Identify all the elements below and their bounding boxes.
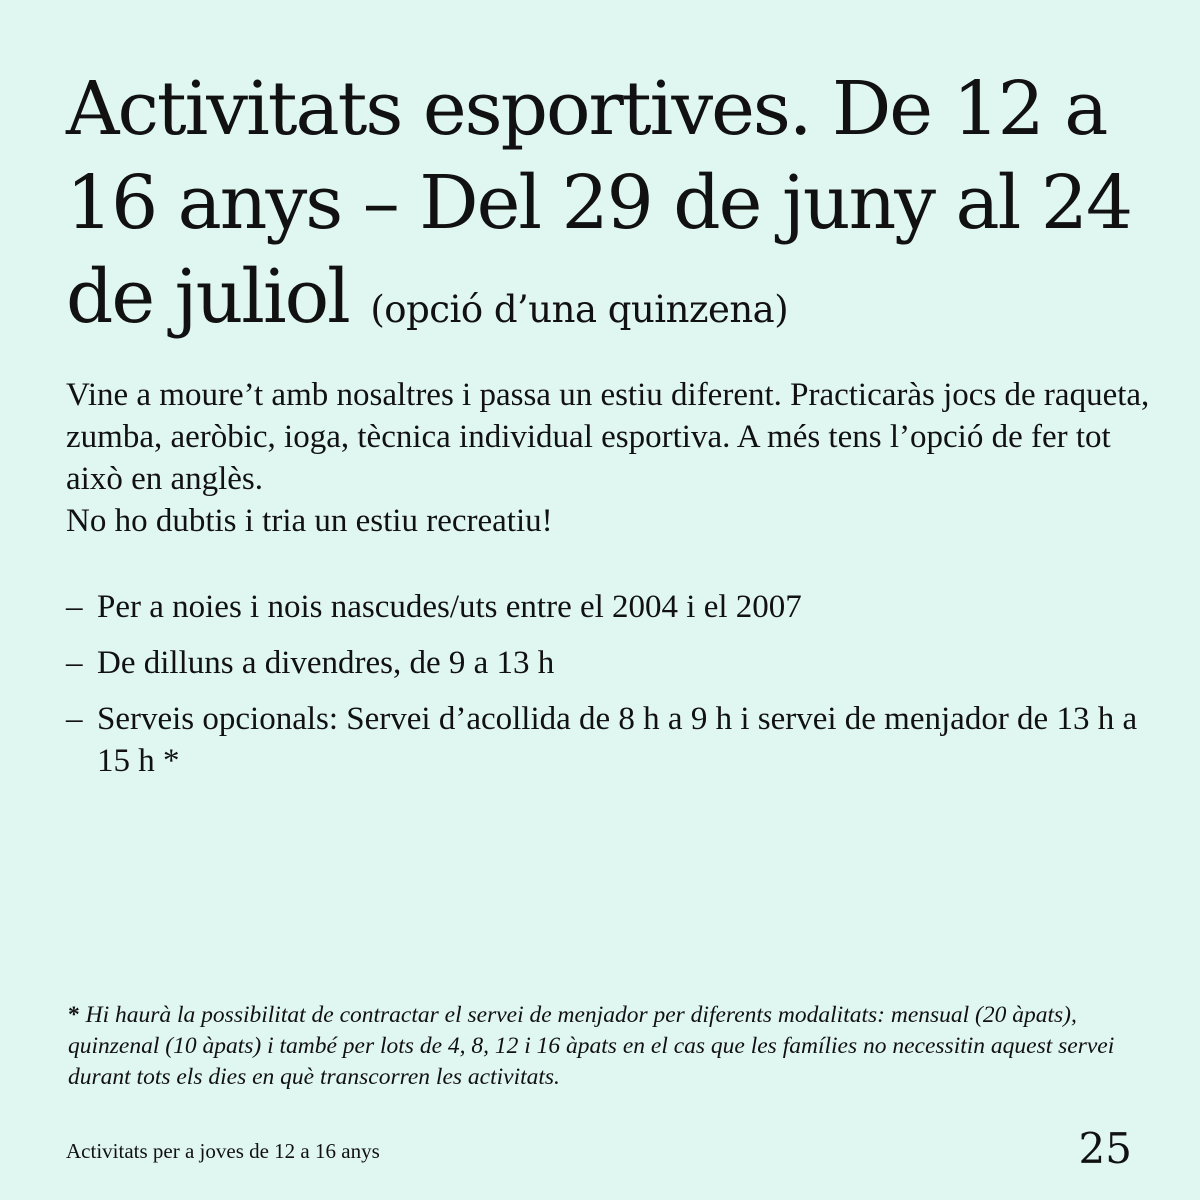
list-dash: – — [66, 589, 83, 625]
list-item-text: Per a noies i nois nascudes/uts entre el 2004 i el 2007 — [97, 589, 802, 625]
list-item-ages — [66, 586, 1156, 628]
intro-text: Vine a moure’t amb nosaltres i passa un estiu diferent. Practicaràs jocs de raqueta, zumba, aeròbic, ioga, tècnica individual esportiva. A més tens l’opció de fer tot això en anglès. — [66, 377, 1150, 497]
list-dash: – — [66, 645, 83, 681]
page-title-main: Activitats esportives. De 12 a 16 anys – Del 29 de juny al 24 de juliol — [66, 66, 1132, 340]
page-title-subtitle: (opció d’una quinzena) — [370, 288, 789, 331]
footnote-asterisk: * — [68, 1002, 80, 1028]
intro-call-to-action: No ho dubtis i tria un estiu recreatiu! — [66, 503, 553, 539]
details-list — [66, 586, 1156, 796]
list-item-schedule — [66, 642, 1156, 684]
page-title — [66, 62, 1146, 357]
list-item-text: De dilluns a divendres, de 9 a 13 h — [97, 645, 555, 681]
list-item-text: Serveis opcionals: Servei d’acollida de 8 h a 9 h i servei de menjador de 13 h a 15 h * — [97, 701, 1138, 779]
intro-paragraph — [66, 374, 1156, 542]
list-dash: – — [66, 701, 83, 737]
footnote — [68, 1000, 1118, 1093]
page-number: 25 — [1078, 1124, 1132, 1173]
list-item-optional-services — [66, 698, 1156, 782]
footnote-text: Hi haurà la possibilitat de contractar el servei de menjador per diferents modalitats: mensual (20 àpats), quinzenal (10 àpats) i també per lots de 4, 8, 12 i 16 àpats en el cas que les famílies no necessitin aquest servei durant tots els dies en què transcorren les activitats. — [68, 1002, 1115, 1090]
running-footer: Activitats per a joves de 12 a 16 anys — [66, 1139, 380, 1163]
